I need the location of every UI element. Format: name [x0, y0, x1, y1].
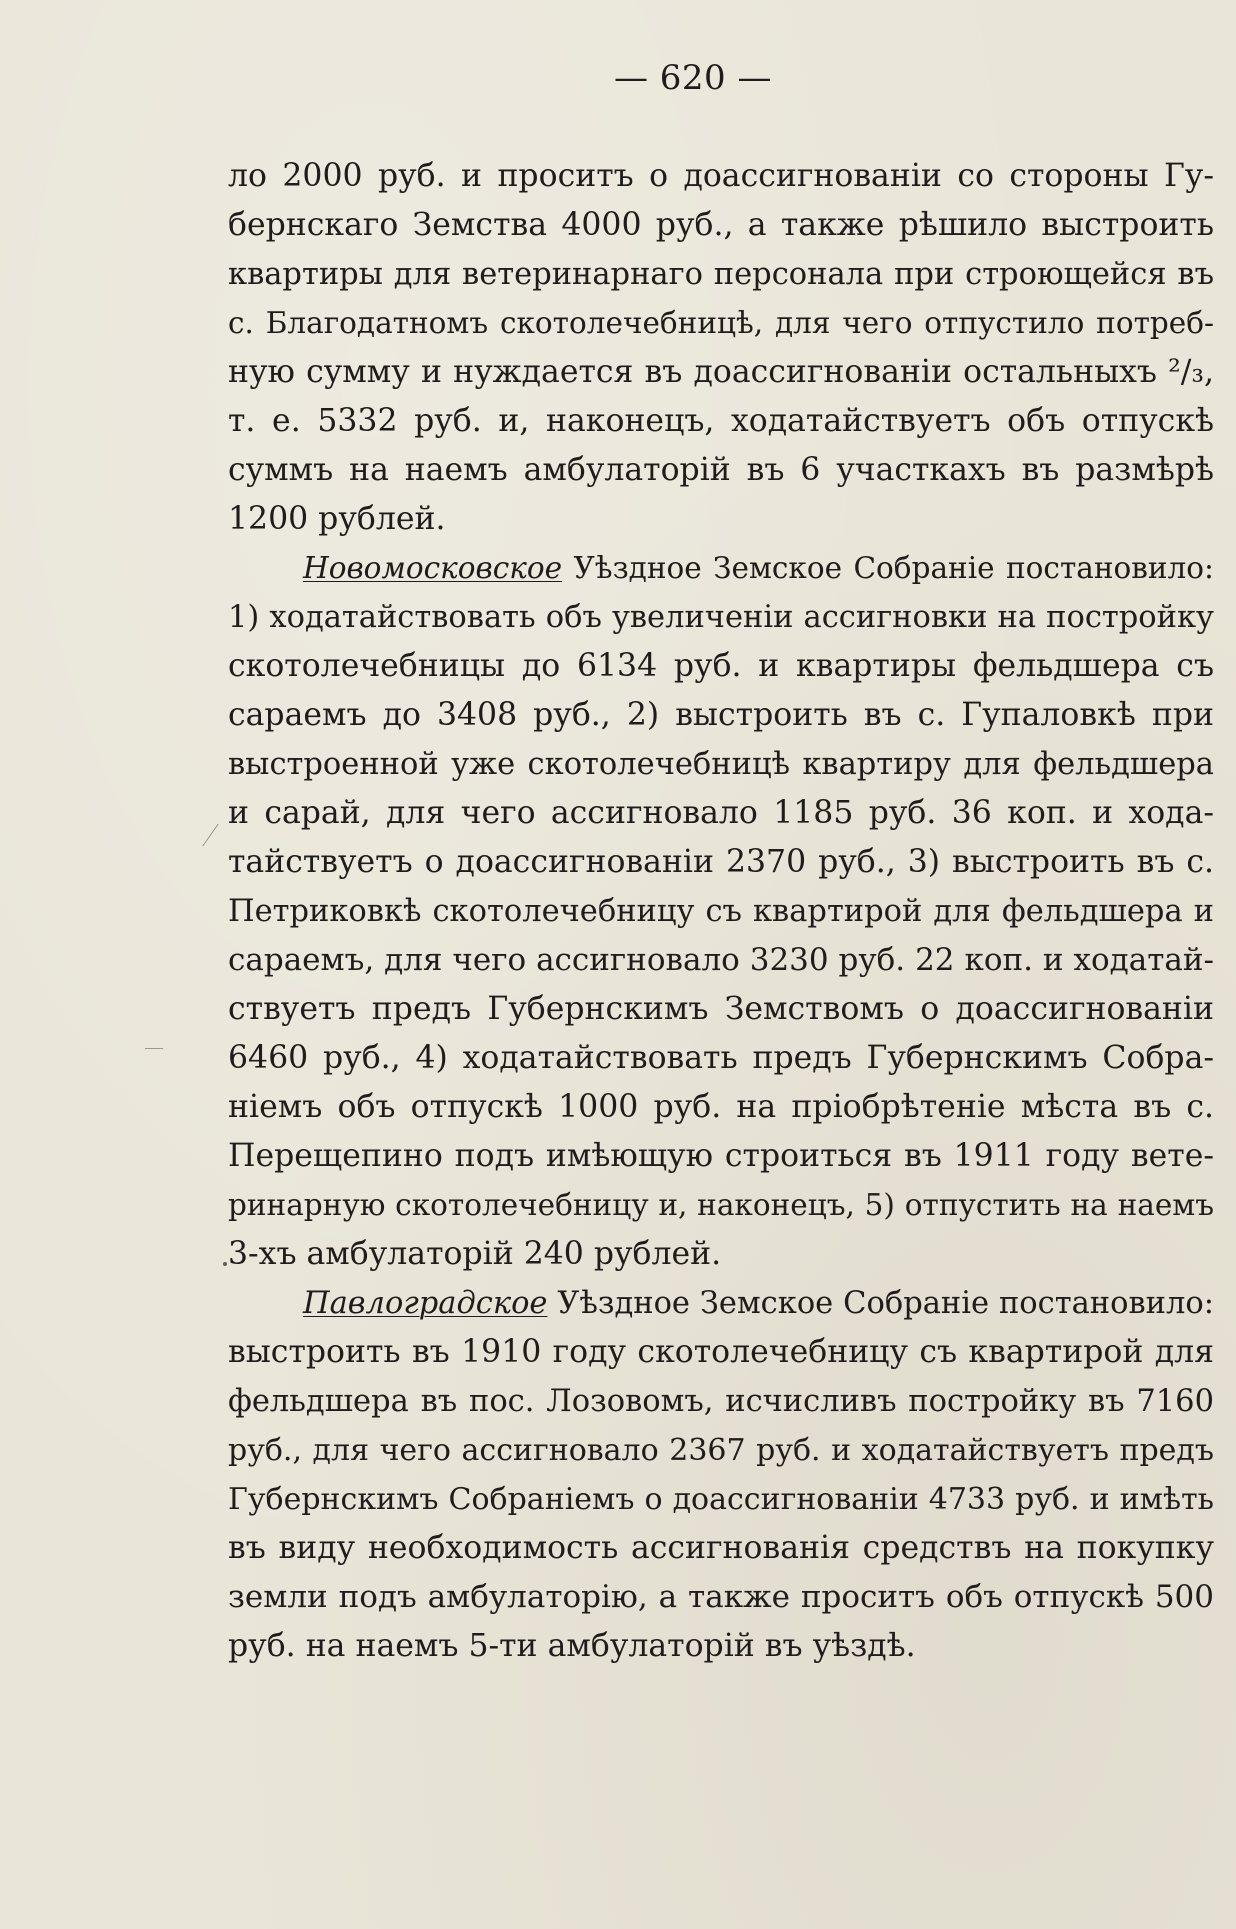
text-line: 3-хъ амбулаторій 240 рублей.: [228, 1236, 722, 1272]
text-line: ринарную скотолечебницу и, наконецъ, 5) отпустить на наемъ: [228, 1188, 1214, 1222]
text-line: суммъ на наемъ амбулаторій въ 6 участкахъ въ размѣрѣ: [228, 452, 1214, 488]
text-line: руб. на наемъ 5-ти амбулаторій въ уѣздѣ.: [228, 1628, 916, 1664]
text-line: тайствуетъ о доассигнованіи 2370 руб., 3) выстроить въ с.: [228, 844, 1214, 880]
text-line: с. Благодатномъ скотолечебницѣ, для чего отпустило потреб-: [228, 306, 1214, 340]
text-line: сараемъ, для чего ассигновало 3230 руб. 22 коп. и ходатай-: [228, 942, 1214, 978]
text-line: сараемъ до 3408 руб., 2) выстроить въ с. Гупаловкѣ при: [228, 697, 1214, 733]
paragraph-start-pavlogradskoe: [228, 1279, 1214, 1328]
text-line: руб., для чего ассигновало 2367 руб. и ходатайствуетъ предъ: [228, 1433, 1214, 1468]
ink-speck: [223, 1262, 227, 1266]
text-line: выстроить въ 1910 году скотолечебницу съ квартирой для: [228, 1334, 1214, 1370]
text-line: 1200 рублей.: [228, 501, 446, 537]
text-line: и сарай, для чего ассигновало 1185 руб. 36 коп. и хода-: [228, 795, 1214, 831]
text-line-rest: Уѣздное Земское Собраніе постановило:: [547, 1286, 1214, 1321]
margin-pencil-dash: [145, 1048, 163, 1049]
text-line: квартиры для ветеринарнаго персонала при строющейся въ: [228, 257, 1214, 292]
text-line: фельдшера въ пос. Лозовомъ, исчисливъ постройку въ 7160: [228, 1384, 1214, 1419]
body-text: [228, 152, 1214, 1671]
text-line: бернскаго Земства 4000 руб., а также рѣшило выстроить: [228, 207, 1214, 243]
text-line: ную сумму и нуждается въ доассигнованіи остальныхъ ²/₃,: [228, 354, 1214, 390]
district-name-pavlogradskoe: Павлоградское: [303, 1286, 548, 1321]
text-line: скотолечебницы до 6134 руб. и квартиры фельдшера съ: [228, 648, 1214, 684]
text-line-rest: Уѣздное Земское Собраніе постановило:: [562, 551, 1214, 585]
text-line: Перещепино подъ имѣющую строиться въ 1911 году вете-: [228, 1138, 1214, 1174]
page-number: — 620 —: [613, 58, 772, 98]
text-line: 1) ходатайствовать объ увеличеніи ассигновки на постройку: [228, 600, 1214, 635]
text-line: Губернскимъ Собраніемъ о доассигнованіи 4733 руб. и имѣть: [228, 1482, 1214, 1517]
text-line: т. е. 5332 руб. и, наконецъ, ходатайствуетъ объ отпускѣ: [228, 403, 1214, 439]
text-line: ствуетъ предъ Губернскимъ Земствомъ о доассигнованіи: [228, 991, 1214, 1027]
text-line: ніемъ объ отпускѣ 1000 руб. на пріобрѣтеніе мѣста въ с.: [228, 1089, 1214, 1125]
text-line: выстроенной уже скотолечебницѣ квартиру для фельдшера: [228, 747, 1214, 782]
text-line: ло 2000 руб. и проситъ о доассигнованіи со стороны Гу-: [228, 158, 1214, 194]
paragraph-start-novomoskovskoe: [228, 544, 1214, 593]
text-line: 6460 руб., 4) ходатайствовать предъ Губернскимъ Собра-: [228, 1040, 1214, 1076]
text-line: земли подъ амбулаторію, а также проситъ объ отпускѣ 500: [228, 1579, 1214, 1615]
text-line: Петриковкѣ скотолечебницу съ квартирой для фельдшера и: [228, 894, 1214, 929]
district-name-novomoskovskoe: Новомосковское: [303, 551, 563, 585]
text-line: въ виду необходимость ассигнованія средствъ на покупку: [228, 1530, 1214, 1566]
